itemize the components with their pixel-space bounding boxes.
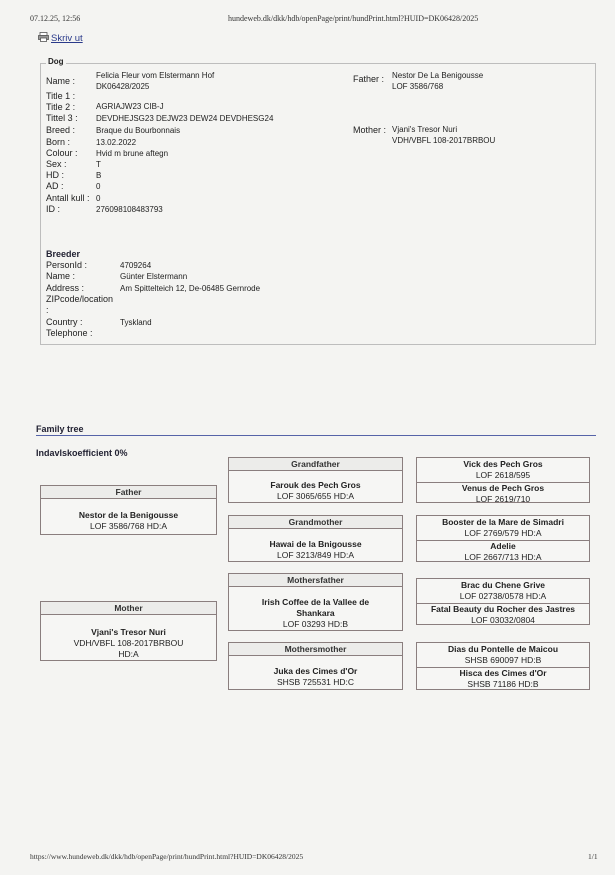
mother-box <box>40 601 217 661</box>
ancestor-reg: LOF 2619/710 <box>475 494 531 504</box>
breeder-name: Günter Elstermann <box>120 272 188 281</box>
dog-father-reg: LOF 3586/768 <box>392 82 444 91</box>
dog-breed: Braque du Bourbonnais <box>96 126 181 135</box>
footer-page-number: 1/1 <box>588 852 598 861</box>
label-antall-kull: Antall kull : <box>46 193 90 203</box>
ancestor-reg: LOF 03032/0804 <box>471 615 535 625</box>
ancestor-name: Venus de Pech Gros <box>461 483 545 493</box>
mother-box-title: Mother <box>41 602 216 615</box>
grandmother-box <box>228 515 403 562</box>
label-name: Name : <box>46 76 76 86</box>
dog-ad: 0 <box>96 182 101 191</box>
dog-hd: B <box>96 171 102 180</box>
label-title2: Title 2 : <box>46 102 76 112</box>
father-box-title: Father <box>41 486 216 499</box>
dog-antall-kull: 0 <box>96 194 101 203</box>
ancestor-name: Brac du Chene Grive <box>460 580 546 590</box>
ancestor-pair-4 <box>416 642 590 690</box>
ancestor-name: Booster de la Mare de Simadri <box>442 517 564 527</box>
breeder-heading: Breeder <box>46 249 81 259</box>
mothersfather-box-title: Mothersfather <box>229 574 402 587</box>
breeder-personid: 4709264 <box>120 261 152 270</box>
print-url: hundeweb.dk/dkk/hdb/openPage/print/hundPrint.html?HUID=DK06428/2025 <box>228 14 479 23</box>
dog-mother-reg: VDH/VBFL 108-2017BRBOU <box>392 136 496 145</box>
father-box <box>40 485 217 535</box>
mothersmother-box-title: Mothersmother <box>229 643 402 656</box>
ancestor-name: Adelie <box>490 541 516 551</box>
dog-name: Felicia Fleur vom Elstermann Hof <box>96 71 215 80</box>
dog-legend: Dog <box>48 57 64 66</box>
mothersmother-reg: SHSB 725531 HD:C <box>276 677 354 687</box>
ancestor-name: Hisca des Cimes d'Or <box>459 668 547 678</box>
label-zip-colon: : <box>46 305 49 315</box>
ancestor-name: Fatal Beauty du Rocher des Jastres <box>430 604 576 614</box>
print-link[interactable] <box>38 32 83 45</box>
mothersmother-name: Juka des Cimes d'Or <box>273 666 358 676</box>
ancestor-pair-1 <box>416 457 590 503</box>
ancestor-reg: LOF 2667/713 HD:A <box>464 552 542 562</box>
mothersmother-box <box>228 642 403 690</box>
mothersfather-box <box>228 573 403 631</box>
mother-reg-2: HD:A <box>118 649 139 659</box>
grandmother-name: Hawai de la Bnigousse <box>269 539 362 549</box>
ancestor-reg: LOF 02738/0578 HD:A <box>459 591 547 601</box>
grandfather-reg: LOF 3065/655 HD:A <box>276 491 354 501</box>
mother-reg-1: VDH/VBFL 108-2017BRBOU <box>73 638 184 648</box>
label-zip: ZIPcode/location <box>46 294 114 304</box>
footer-url: https://www.hundeweb.dk/dkk/hdb/openPage/print/hundPrint.html?HUID=DK06428/2025 <box>30 852 304 861</box>
grandfather-box <box>228 457 403 503</box>
ancestor-name: Vick des Pech Gros <box>463 459 543 469</box>
ancestor-pair-2 <box>416 515 590 562</box>
grandfather-box-title: Grandfather <box>229 458 402 471</box>
label-breeder-name: Name : <box>46 271 76 281</box>
grandmother-box-title: Grandmother <box>229 516 402 529</box>
label-title1: Title 1 : <box>46 91 76 101</box>
ancestor-reg: SHSB 71186 HD:B <box>467 679 539 689</box>
dog-id: 276098108483793 <box>96 205 163 214</box>
dog-reg: DK06428/2025 <box>96 82 150 91</box>
label-hd: HD : <box>46 170 64 180</box>
label-father: Father : <box>353 74 385 84</box>
grandfather-name: Farouk des Pech Gros <box>270 480 361 490</box>
label-personid: PersonId : <box>46 260 88 270</box>
dog-father-name: Nestor De La Benigousse <box>392 71 484 80</box>
label-id: ID : <box>46 204 61 214</box>
label-telephone: Telephone : <box>46 328 93 338</box>
dog-title2: AGRIAJW23 CIB-J <box>96 102 164 111</box>
mothersfather-name-1: Irish Coffee de la Vallee de <box>261 597 370 607</box>
label-born: Born : <box>46 137 71 147</box>
label-mother: Mother : <box>353 125 387 135</box>
label-title3: Tittel 3 : <box>46 113 78 123</box>
label-ad: AD : <box>46 181 64 191</box>
ancestor-reg: SHSB 690097 HD:B <box>464 655 542 665</box>
print-link-label: Skriv ut <box>51 33 83 44</box>
print-datetime: 07.12.25, 12:56 <box>30 14 81 23</box>
breeder-address: Am Spittelteich 12, De-06485 Gernrode <box>120 284 261 293</box>
label-address: Address : <box>46 283 85 293</box>
father-name: Nestor de la Benigousse <box>78 510 179 520</box>
ancestor-pair-3 <box>416 578 590 625</box>
mothersfather-reg: LOF 03293 HD:B <box>282 619 349 629</box>
ancestor-reg: LOF 2618/595 <box>475 470 531 480</box>
dog-sex: T <box>96 160 101 169</box>
father-reg: LOF 3586/768 HD:A <box>89 521 167 531</box>
family-tree-heading: Family tree <box>36 424 84 434</box>
ancestor-name: Dias du Pontelle de Maicou <box>447 644 559 654</box>
label-country: Country : <box>46 317 83 327</box>
mothersfather-name-2: Shankara <box>296 608 335 618</box>
dog-title3: DEVDHEJSG23 DEJW23 DEW24 DEVDHESG24 <box>96 114 274 123</box>
printer-icon <box>38 32 49 45</box>
grandmother-reg: LOF 3213/849 HD:A <box>276 550 354 560</box>
label-colour: Colour : <box>46 148 78 158</box>
dog-colour: Hvid m brune aftegn <box>96 149 169 158</box>
label-breed: Breed : <box>46 125 76 135</box>
family-tree-rule <box>36 435 596 436</box>
dog-mother-name: Vjani's Tresor Nuri <box>392 125 458 134</box>
dog-born: 13.02.2022 <box>96 138 137 147</box>
label-sex: Sex : <box>46 159 67 169</box>
mother-name: Vjani's Tresor Nuri <box>91 627 166 637</box>
ancestor-reg: LOF 2769/579 HD:A <box>464 528 542 538</box>
breeder-country: Tyskland <box>120 318 152 327</box>
inbreeding-coefficient: Indavlskoefficient 0% <box>36 448 128 458</box>
